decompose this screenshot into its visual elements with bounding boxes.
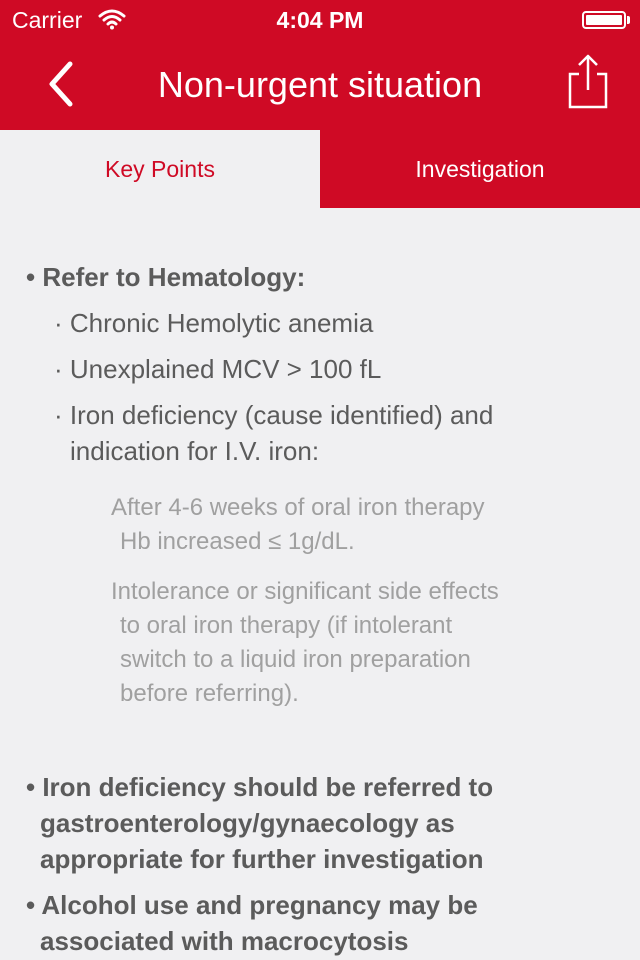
share-icon xyxy=(564,52,612,112)
bullet-iron-deficiency: • Iron deficiency should be referred to xyxy=(26,772,494,802)
bullet-continuation: associated with macrocytosis xyxy=(40,926,409,956)
note-text: Hb increased ≤ 1g/dL. xyxy=(120,528,355,555)
clock: 4:04 PM xyxy=(276,7,364,33)
bullet-continuation: appropriate for further investigation xyxy=(40,844,484,874)
back-button[interactable] xyxy=(40,58,84,110)
note-text: to oral iron therapy (if intolerant xyxy=(120,612,453,639)
bullet-alcohol: • Alcohol use and pregnancy may be xyxy=(26,890,478,920)
list-item: · Iron deficiency (cause identified) and xyxy=(54,400,494,430)
share-button[interactable] xyxy=(564,52,612,112)
tab-key-points[interactable]: Key Points xyxy=(0,130,320,208)
key-points-content xyxy=(0,208,640,960)
status-bar xyxy=(0,0,640,40)
section-heading-refer: • Refer to Hematology: xyxy=(26,262,306,292)
battery-tip xyxy=(627,16,630,24)
list-item: · Chronic Hemolytic anemia xyxy=(54,308,374,338)
list-item-continuation: indication for I.V. iron: xyxy=(70,436,320,466)
note-text: switch to a liquid iron preparation xyxy=(120,646,471,673)
page-title: Non-urgent situation xyxy=(157,64,483,105)
note-text: Intolerance or significant side effects xyxy=(111,578,499,605)
nav-bar xyxy=(0,0,640,130)
bullet-continuation: gastroenterology/gynaecology as xyxy=(40,808,455,838)
note-text: before referring). xyxy=(120,680,299,707)
carrier-label: Carrier xyxy=(12,7,83,33)
battery-icon xyxy=(582,11,626,29)
chevron-left-icon xyxy=(40,58,84,110)
list-item: · Unexplained MCV > 100 fL xyxy=(54,354,382,384)
note-text: After 4-6 weeks of oral iron therapy xyxy=(111,494,485,521)
tab-investigation[interactable]: Investigation xyxy=(320,130,640,208)
